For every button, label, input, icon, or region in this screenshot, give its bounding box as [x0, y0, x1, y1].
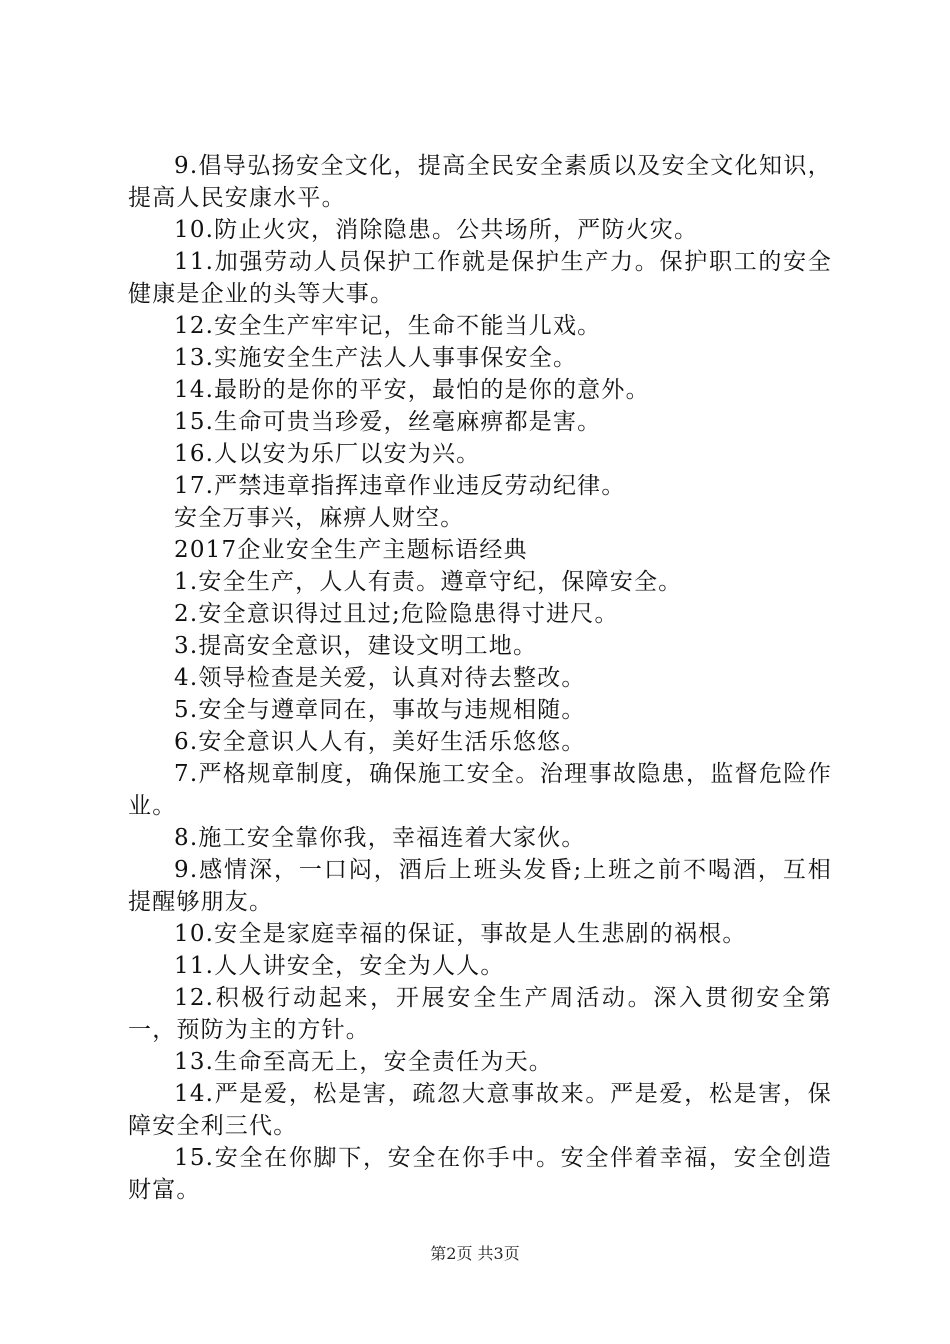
- paragraph: 13.实施安全生产法人人事事保安全。: [174, 345, 578, 371]
- paragraph: 13.生命至高无上，安全责任为天。: [174, 1049, 553, 1075]
- paragraph: 12.安全生产牢牢记，生命不能当儿戏。: [174, 313, 602, 339]
- paragraph: 16.人以安为乐厂以安为兴。: [174, 441, 481, 467]
- paragraph: 4.领导检查是关爱，认真对待去整改。: [174, 665, 586, 691]
- paragraph: 11.加强劳动人员保护工作就是保护生产力。保护职工的安全健康是企业的头等大事。: [128, 249, 832, 307]
- section-heading: 2017企业安全生产主题标语经典: [174, 537, 528, 563]
- paragraph: 2.安全意识得过且过;危险隐患得寸进尺。: [174, 601, 619, 627]
- document-body: [128, 150, 832, 1206]
- paragraph: 7.严格规章制度，确保施工安全。治理事故隐患，监督危险作业。: [128, 761, 832, 819]
- paragraph: 9.倡导弘扬安全文化，提高全民安全素质以及安全文化知识，提高人民安康水平。: [128, 153, 832, 211]
- paragraph: 10.防止火灾，消除隐患。公共场所，严防火灾。: [174, 217, 699, 243]
- paragraph: 15.生命可贵当珍爱，丝毫麻痹都是害。: [174, 409, 602, 435]
- paragraph: 9.感情深，一口闷，酒后上班头发昏;上班之前不喝酒，互相提醒够朋友。: [128, 857, 832, 915]
- page-number-footer: 第2页 共3页: [430, 1244, 520, 1263]
- paragraph: 5.安全与遵章同在，事故与违规相随。: [174, 697, 586, 723]
- paragraph: 17.严禁违章指挥违章作业违反劳动纪律。: [174, 473, 626, 499]
- paragraph: 11.人人讲安全，安全为人人。: [174, 953, 505, 979]
- paragraph: 10.安全是家庭幸福的保证，事故是人生悲剧的祸根。: [174, 921, 747, 947]
- paragraph: 8.施工安全靠你我，幸福连着大家伙。: [174, 825, 586, 851]
- paragraph: 6.安全意识人人有，美好生活乐悠悠。: [174, 729, 586, 755]
- paragraph: 14.严是爱，松是害，疏忽大意事故来。严是爱，松是害，保障安全利三代。: [128, 1081, 832, 1139]
- paragraph: 3.提高安全意识，建设文明工地。: [174, 633, 538, 659]
- paragraph: 15.安全在你脚下，安全在你手中。安全伴着幸福，安全创造财富。: [128, 1145, 832, 1203]
- paragraph: 安全万事兴，麻痹人财空。: [174, 505, 465, 531]
- paragraph: 14.最盼的是你的平安，最怕的是你的意外。: [174, 377, 650, 403]
- paragraph: 1.安全生产，人人有责。遵章守纪，保障安全。: [174, 569, 683, 595]
- paragraph: 12.积极行动起来，开展安全生产周活动。深入贯彻安全第一，预防为主的方针。: [128, 985, 832, 1043]
